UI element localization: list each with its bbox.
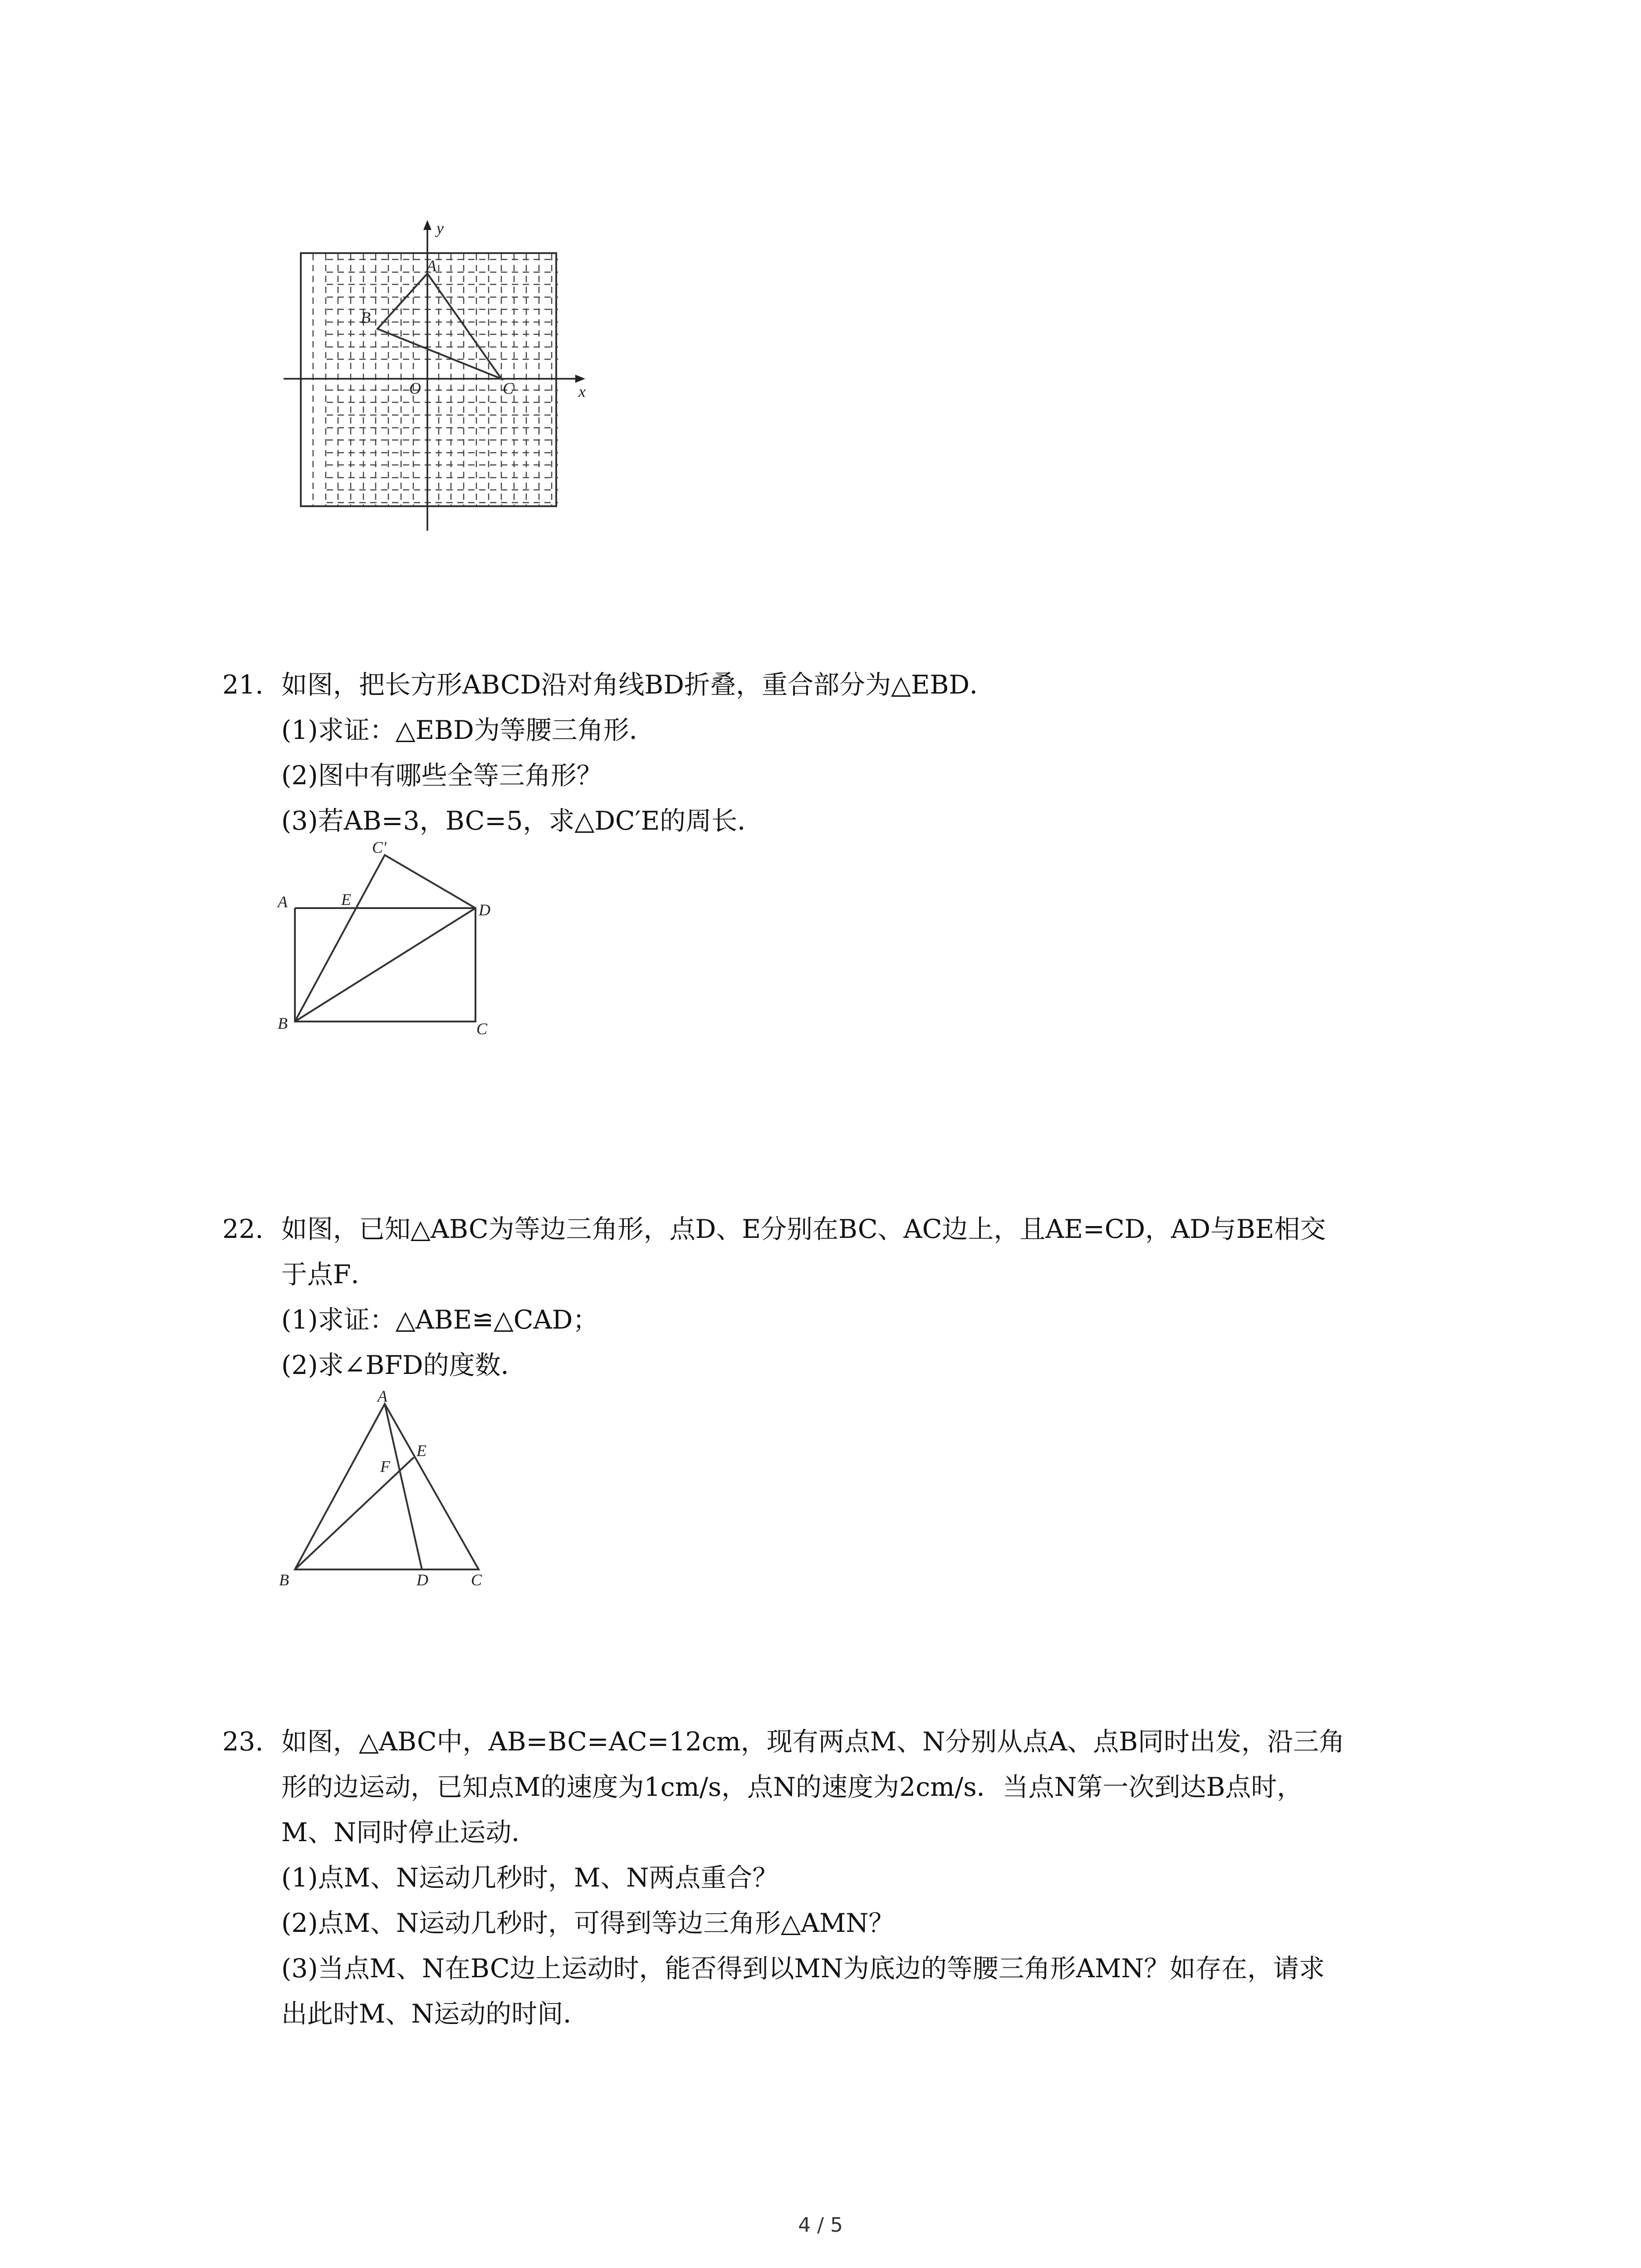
label-a: A: [278, 893, 288, 911]
problem-number: 21.: [222, 670, 264, 700]
problem-stem-line2: 于点F．: [281, 1260, 377, 1290]
equilateral-triangle-figure: [272, 1379, 508, 1597]
problem-stem-line3: M、N同时停止运动．: [281, 1818, 538, 1848]
label-d: D: [479, 901, 490, 919]
problem-number: 23.: [222, 1727, 264, 1757]
label-x: x: [578, 382, 586, 401]
label-a: A: [377, 1387, 387, 1405]
grid-border: [301, 253, 556, 506]
y-axis-arrow: [423, 220, 431, 230]
problem-number: 22.: [222, 1214, 264, 1244]
label-e: E: [341, 890, 351, 909]
triangle-abc: [377, 274, 501, 379]
problem-stem-line1: 如图，△ABC中，AB=BC=AC=12cm，现有两点M、N分别从点A、点B同时出发，沿三角: [281, 1727, 1345, 1757]
segment-be: [295, 1457, 414, 1569]
rectangle-fold-figure: [272, 835, 526, 1043]
problem-23: [222, 1719, 1474, 2037]
folded-triangle: [295, 855, 475, 1022]
question-1: (1)点M、N运动几秒时，M、N两点重合？: [281, 1863, 779, 1893]
label-c: C: [503, 379, 514, 397]
question-1: (1)求证：△ABE≌△CAD；: [281, 1305, 599, 1335]
grid-lines: [313, 254, 558, 506]
question-2: (2)点M、N运动几秒时，可得到等边三角形△AMN？: [281, 1908, 895, 1938]
label-c-prime: C′: [372, 838, 387, 856]
label-c: C: [476, 1020, 488, 1038]
diagonal-bd: [295, 908, 475, 1022]
label-b: B: [279, 1571, 289, 1589]
problem-stem-line1: 如图，已知△ABC为等边三角形，点D、E分别在BC、AC边上，且AE=CD，AD与BE相交: [281, 1214, 1326, 1244]
label-o: O: [409, 379, 421, 397]
question-1: (1)求证：△EBD为等腰三角形．: [281, 715, 655, 745]
problem-stem: 如图，把长方形ABCD沿对角线BD折叠，重合部分为△EBD．: [281, 670, 996, 700]
x-axis-arrow: [575, 375, 585, 383]
problem-21: [222, 662, 1474, 844]
label-a: A: [426, 257, 436, 275]
page-number: 4 / 5: [798, 2214, 843, 2237]
label-b: B: [361, 308, 371, 327]
segment-ad: [385, 1404, 422, 1569]
coordinate-grid-figure: [272, 209, 617, 535]
label-d: D: [416, 1571, 428, 1589]
question-3-line1: (3)当点M、N在BC边上运动时，能否得到以MN为底边的等腰三角形AMN？如存在，请求: [281, 1954, 1325, 1984]
question-2: (2)图中有哪些全等三角形？: [281, 761, 603, 791]
label-f: F: [380, 1457, 390, 1476]
label-y: y: [436, 219, 444, 237]
label-b: B: [278, 1014, 288, 1032]
label-c: C: [471, 1571, 482, 1589]
problem-22: [222, 1207, 1474, 1388]
label-e: E: [416, 1442, 426, 1460]
problem-stem-line2: 形的边运动，已知点M的速度为1cm/s，点N的速度为2cm/s．当点N第一次到达B点时，: [281, 1772, 1303, 1802]
question-2: (2)求∠BFD的度数．: [281, 1350, 527, 1380]
question-3-line2: 出此时M、N运动的时间．: [281, 1999, 589, 2029]
question-3: (3)若AB=3，BC=5，求△DC′E的周长．: [281, 806, 764, 836]
